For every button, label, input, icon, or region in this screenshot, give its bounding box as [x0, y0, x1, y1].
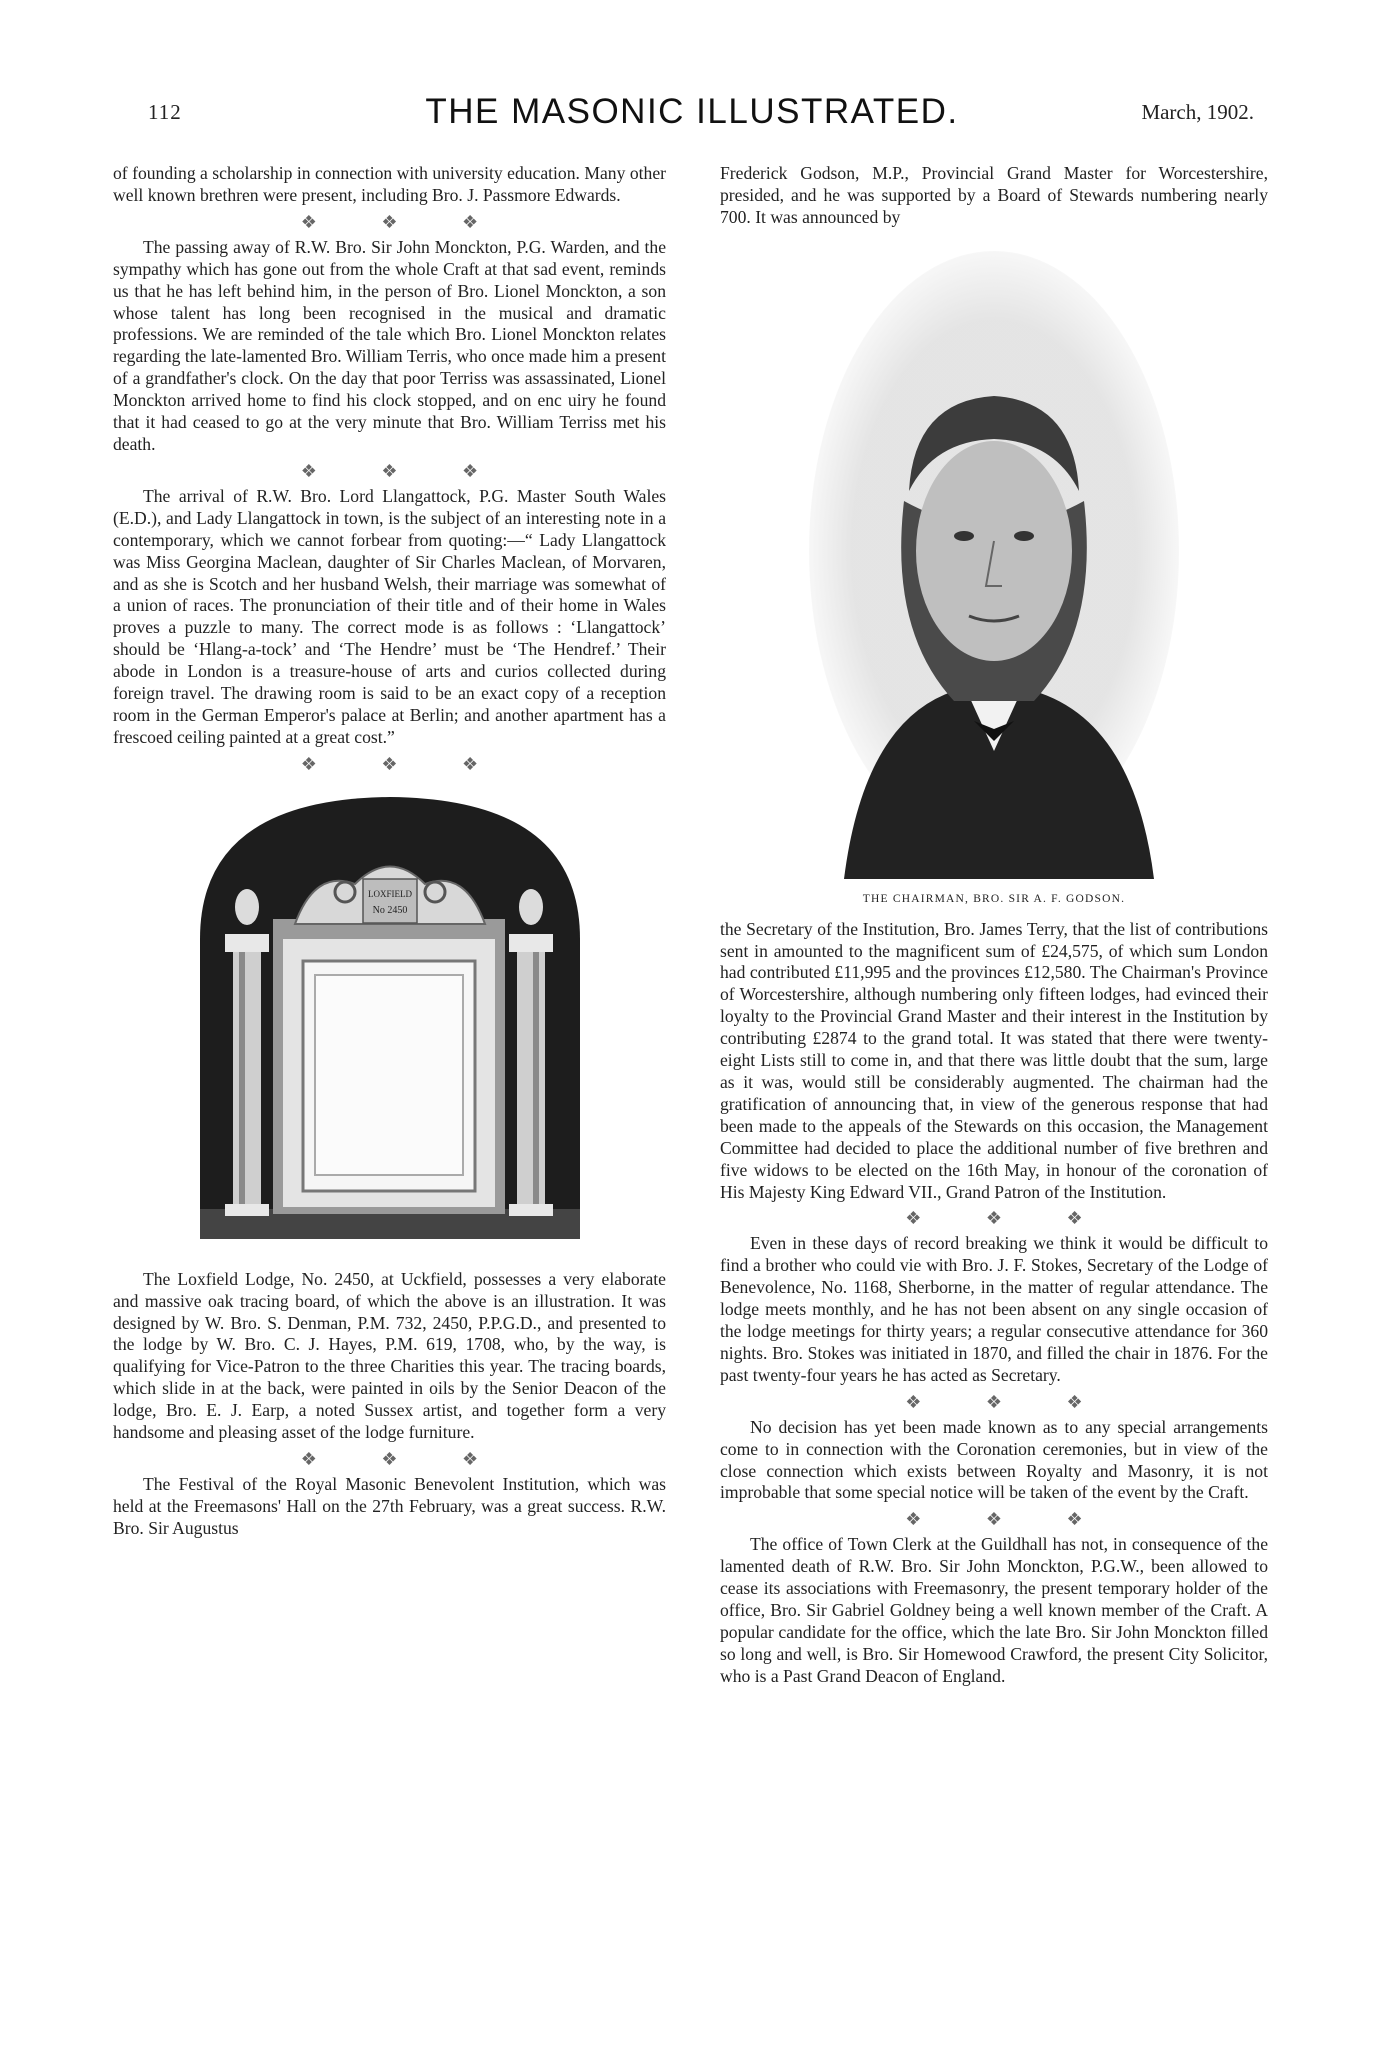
paragraph: The Loxfield Lodge, No. 2450, at Uckfield, possesses a very elaborate and massive oak tracing board, of which the above is an illustration. It was designed by W. Bro. S. Denman, P.M. 732, 2450, P.P.G.D., and presented to the lodge by W. Bro. C. J. Hayes, P.M. 619, 1708, who, by the way, is qualifying for Vice-Patron to the three Charities this year. The tracing boards, which slide in at the back, were painted in oils by the Senior Deacon of the lodge, Bro. E. J. Earp, a noted Sussex artist, and together form a very handsome and pleasing asset of the lodge furniture. [113, 1268, 666, 1443]
paragraph: The Festival of the Royal Masonic Benevolent Institution, which was held at the Freemasons' Hall on the 27th February, was a great success. R.W. Bro. Sir Augustus [113, 1474, 666, 1538]
ornament-divider: ❖ ❖ ❖ [300, 460, 509, 481]
board-inscription-line-1: LOXFIELD [367, 888, 412, 899]
ornament-divider: ❖ ❖ ❖ [905, 1509, 1113, 1530]
paragraph: The office of Town Clerk at the Guildhall has not, in consequence of the lamented death of R.W. Bro. Sir John Monckton, P.G.W., been allowed to cease its associations with Freemasonry, the present temporary holder of the office, Bro. Sir Gabriel Goldney being a well known member of the Craft. A popular candidate for the office, which the late Bro. Sir John Monckton filled so long and well, is Bro. Sir Homewood Crawford, the present City Solicitor, who is a Past Grand Deacon of England. [720, 1534, 1268, 1686]
ornament-divider: ❖ ❖ ❖ [905, 1391, 1113, 1412]
journal-title: THE MASONIC ILLUSTRATED. [425, 92, 959, 131]
portrait-caption: THE CHAIRMAN, BRO. SIR A. F. GODSON. [862, 892, 1126, 905]
ornament-divider: ❖ ❖ ❖ [300, 211, 509, 232]
ornament-divider: ❖ ❖ ❖ [300, 1449, 509, 1469]
ornament-divider: ❖ ❖ ❖ [300, 753, 509, 774]
issue-date: March, 1902. [1141, 100, 1254, 124]
page-header [0, 92, 1384, 132]
paragraph: the Secretary of the Institution, Bro. James Terry, that the list of contributions sent in amounted to the magnificent sum of £24,575, of which sum London had contributed £11,995 and the provinces £12,580. The Chairman's Province of Worcestershire, although numbering only fifteen lodges, had evinced their loyalty to the Provincial Grand Master and their interest in the Institution by contributing £2874 to the grand total. It was stated that there were twenty-eight Lists still to come in, and that there was little doubt that the sum, large as it was, would still be considerably augmented. The chairman had the gratification of announcing that, in view of the generous response that had been made to the appeals of the Stewards on this occasion, the Management Committee had decided to place the additional number of five brethren and five widows to be elected on the 16th May, in honour of the coronation of His Majesty King Edward VII., Grand Patron of the Institution. [720, 918, 1268, 1202]
page-number: 112 [148, 100, 182, 124]
left-column [113, 163, 666, 1540]
tracing-board-illustration [195, 789, 585, 1239]
paragraph: No decision has yet been made known as to any special arrangements come to in connection with the Coronation ceremonies, but in view of the close connection which exists between Royalty and Masonry, it is not improbable that some special notice will be taken of the event by the Craft. [720, 1416, 1268, 1503]
paragraph: Even in these days of record breaking we think it would be difficult to find a brother who could vie with Bro. J. F. Stokes, Secretary of the Lodge of Benevolence, No. 1168, Sherborne, in the matter of regular attendance. The lodge meets monthly, and he has not been absent on any single occasion of the lodge meetings for thirty years; a regular consecutive attendance for 360 nights. Bro. Stokes was initiated in 1870, and filled the chair in 1876. For the past twenty-four years he has acted as Secretary. [720, 1233, 1268, 1385]
ornament-divider: ❖ ❖ ❖ [905, 1208, 1113, 1229]
paragraph: The passing away of R.W. Bro. Sir John Monckton, P.G. Warden, and the sympathy which has gone out from the whole Craft at that sad event, reminds us that he has left behind him, in the person of Bro. Lionel Monckton, a son whose talent has long been recognised in the musical and dramatic professions. We are reminded of the tale which Bro. Lionel Monckton relates regarding the late-lamented Bro. William Terris, who once made him a present of a grandfather's clock. On the day that poor Terriss was assassinated, Lionel Monckton arrived home to find his clock stopped, and on enc uiry he found that it had ceased to go at the very minute that Bro. William Terriss met his death. [113, 236, 666, 454]
board-inscription-line-2: No 2450 [372, 904, 407, 916]
portrait-photograph [804, 251, 1184, 879]
paragraph: of founding a scholarship in connection with university education. Many other well known brethren were present, including Bro. J. Passmore Edwards. [113, 163, 666, 205]
right-column [720, 163, 1268, 1688]
paragraph: The arrival of R.W. Bro. Lord Llangattock, P.G. Master South Wales (E.D.), and Lady Llangattock in town, is the subject of an interesting note in a contemporary, which we cannot forbear from quoting:—“ Lady Llangattock was Miss Georgina Maclean, daughter of Sir Charles Maclean, of Morvaren, and as she is Scotch and her husband Welsh, their marriage was somewhat of a union of races. The pronunciation of their title and of their home in Wales proves a puzzle to many. The correct mode is as follows : ‘Llangattock’ should be ‘Hlang-a-tock’ and ‘The Hendre’ must be ‘The Hendref.’ Their abode in London is a treasure-house of arts and curios collected during foreign travel. The drawing room is said to be an exact copy of a reception room in the German Emperor's palace at Berlin; and another apartment has a frescoed ceiling painted at a great cost.” [113, 485, 666, 747]
paragraph: Frederick Godson, M.P., Provincial Grand Master for Worcestershire, presided, and he was supported by a Board of Stewards numbering nearly 700. It was announced by [720, 163, 1268, 227]
